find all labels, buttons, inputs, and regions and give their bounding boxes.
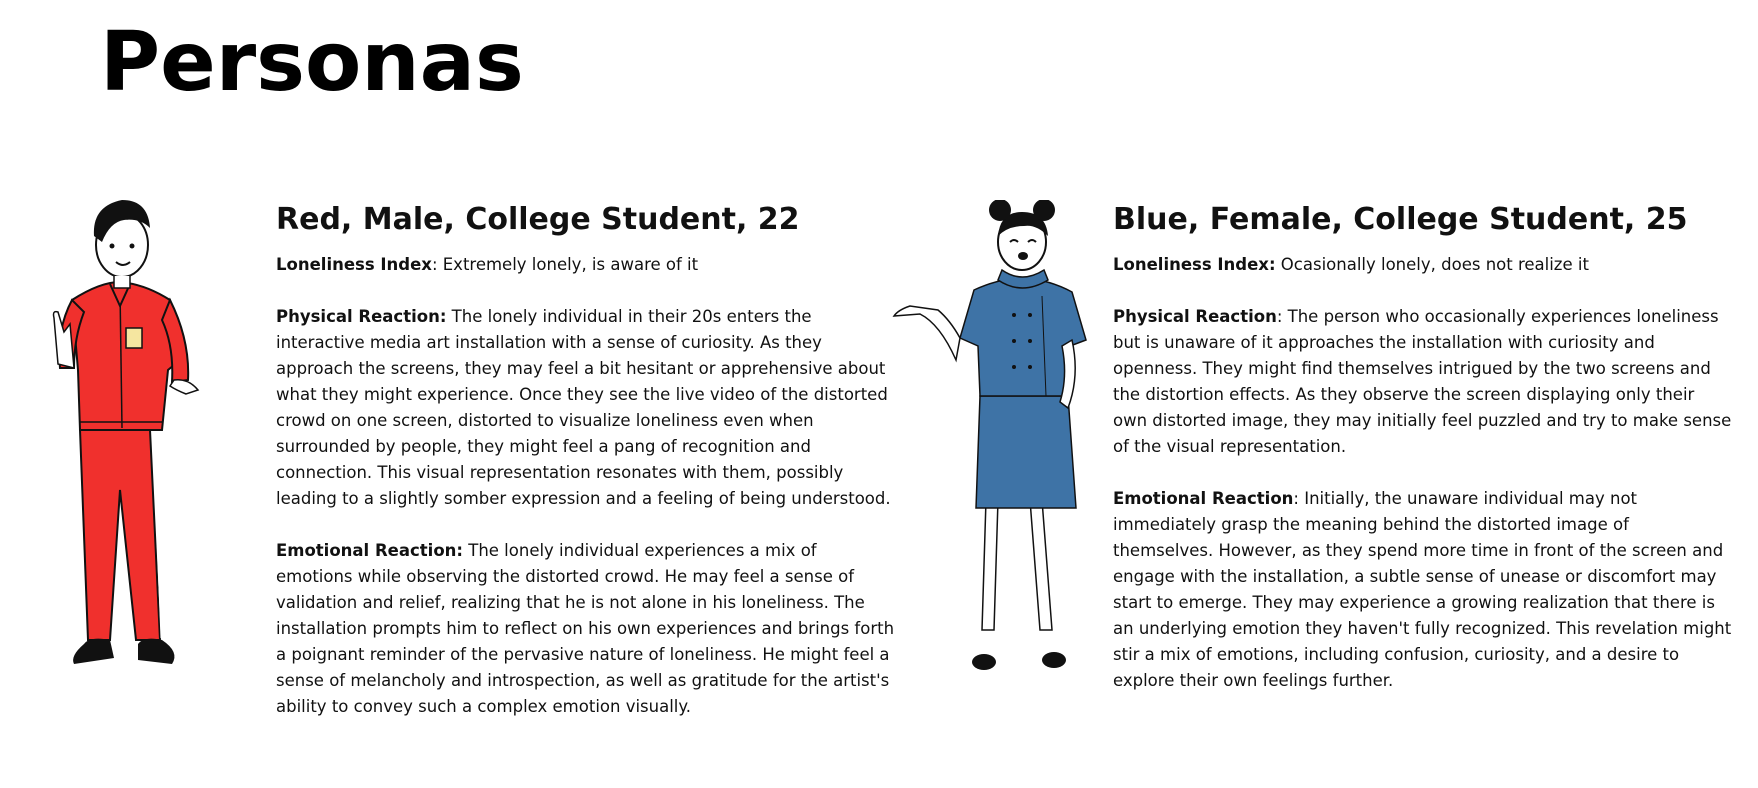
emotional-reaction bbox=[276, 538, 896, 720]
emotional-label: Emotional Reaction bbox=[1113, 489, 1294, 508]
persona-card-red bbox=[276, 200, 896, 746]
loneliness-index bbox=[276, 252, 896, 278]
physical-text: The lonely individual in their 20s enters the interactive media art installation with a sense of curiosity. As they approach the screens, they may feel a bit hesitant or apprehensive about what they might experience. Once they see the live video of the distorted crowd on one screen, distorted to visualize loneliness even when surrounded by people, they might feel a pang of recognition and connection. This visual representation resonates with them, possibly leading to a slightly somber expression and a feeling of being understood. bbox=[276, 307, 891, 508]
loneliness-label: Loneliness Index bbox=[276, 255, 432, 274]
page-title: Personas bbox=[100, 15, 524, 110]
male-student-illustration bbox=[30, 200, 200, 675]
physical-label: Physical Reaction bbox=[1113, 307, 1277, 326]
persona-heading: Red, Male, College Student, 22 bbox=[276, 202, 800, 237]
loneliness-label: Loneliness Index: bbox=[1113, 255, 1276, 274]
loneliness-text: : Extremely lonely, is aware of it bbox=[431, 255, 699, 274]
physical-reaction bbox=[1113, 304, 1733, 460]
loneliness-text: Ocasionally lonely, does not realize it bbox=[1275, 255, 1589, 274]
physical-text: : The person who occasionally experiences loneliness but is unaware of it approaches the installation with curiosity and openness. They might find themselves intrigued by the two screens and the distortion effects. As they observe the screen displaying only their own distorted image, they may initially feel puzzled and try to make sense of the visual representation. bbox=[1113, 307, 1732, 456]
emotional-text: The lonely individual experiences a mix of emotions while observing the distorted crowd. He may feel a sense of validation and relief, realizing that he is not alone in his loneliness. The installation prompts him to reflect on his own experiences and brings forth a poignant reminder of the pervasive nature of loneliness. He might feel a sense of melancholy and introspection, as well as gratitude for the artist's ability to convey such a complex emotion visually. bbox=[276, 541, 895, 716]
loneliness-index bbox=[1113, 252, 1733, 278]
physical-reaction bbox=[276, 304, 896, 512]
emotional-label: Emotional Reaction: bbox=[276, 541, 463, 560]
persona-card-blue bbox=[1113, 200, 1733, 720]
physical-label: Physical Reaction: bbox=[276, 307, 447, 326]
emotional-reaction bbox=[1113, 486, 1733, 694]
female-student-illustration bbox=[890, 200, 1100, 675]
emotional-text: : Initially, the unaware individual may not immediately grasp the meaning behind the distorted image of themselves. However, as they spend more time in front of the screen and engage with the installation, a subtle sense of unease or discomfort may start to emerge. They may experience a growing realization that there is an underlying emotion they haven't fully recognized. This revelation might stir a mix of emotions, including confusion, curiosity, and a desire to explore their own feelings further. bbox=[1113, 489, 1732, 690]
male-student-icon bbox=[30, 200, 200, 675]
persona-heading: Blue, Female, College Student, 25 bbox=[1113, 202, 1688, 237]
female-student-icon bbox=[890, 200, 1100, 675]
